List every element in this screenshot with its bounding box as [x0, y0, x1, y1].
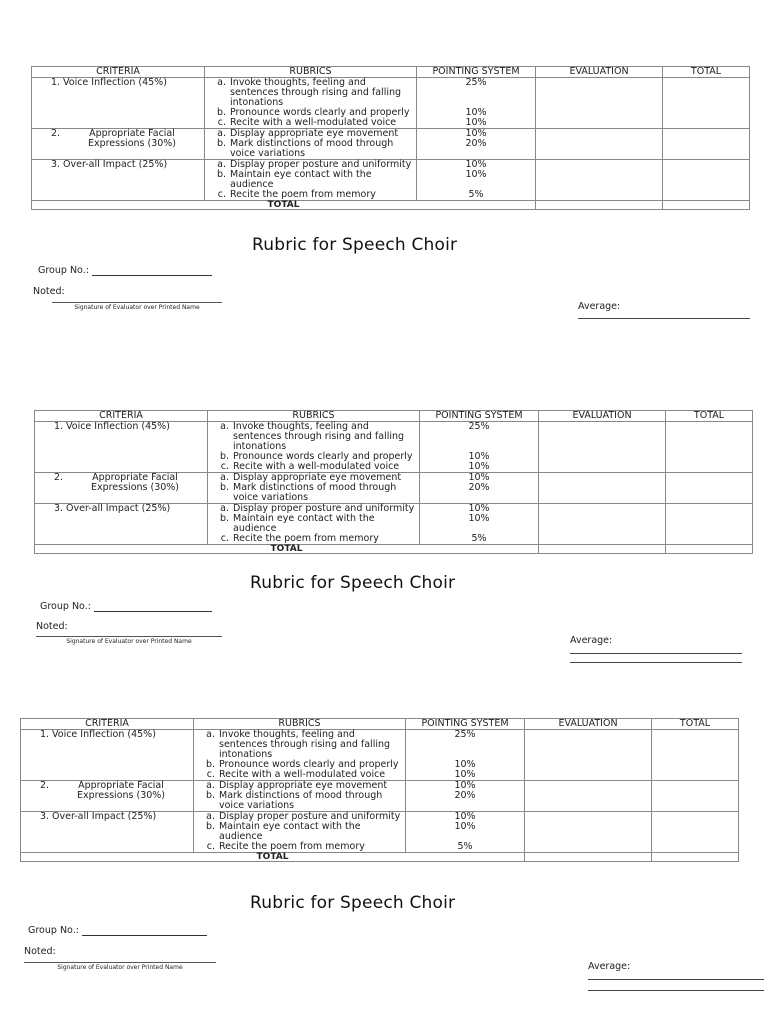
- rubric-points: 25%: [454, 729, 476, 740]
- header-row: [32, 67, 750, 78]
- rubric-text: Display appropriate eye movement: [230, 128, 399, 139]
- points-cell: [406, 781, 525, 812]
- criteria-cell: [32, 78, 205, 129]
- rubric-text: Pronounce words clearly and properly: [230, 107, 410, 118]
- rubric-text: Recite with a well-modulated voice: [233, 461, 400, 472]
- rubric-text: Mark distinctions of mood through voice variations: [230, 138, 394, 159]
- rubric-letter: c.: [217, 117, 226, 128]
- rubric-points: 10%: [454, 780, 476, 791]
- rubric-points: 10%: [454, 821, 476, 832]
- rubric-text: Recite with a well-modulated voice: [219, 769, 386, 780]
- criteria-row: [21, 781, 739, 812]
- group-no-input-line[interactable]: [82, 935, 207, 936]
- rubric-points: 5%: [457, 841, 473, 852]
- rubrics-cell: [208, 504, 420, 545]
- rubric-text: Invoke thoughts, feeling and sentences through rising and falling intonations: [233, 421, 405, 452]
- evaluation-cell[interactable]: [539, 422, 666, 473]
- rubric-item: [211, 514, 416, 534]
- criteria-cell: [32, 160, 205, 201]
- rubric-points: 10%: [468, 451, 490, 462]
- criteria-row: [32, 160, 750, 201]
- criteria-cell: [21, 812, 194, 853]
- rubric-points: 10%: [468, 513, 490, 524]
- criteria-number: 3.: [54, 503, 64, 514]
- points-cell: [420, 473, 539, 504]
- criteria-number: 1.: [54, 421, 64, 432]
- rubric-item: [211, 534, 416, 544]
- criteria-cell: [35, 422, 208, 473]
- rubric-letter: b.: [219, 513, 229, 524]
- points-cell: [420, 504, 539, 545]
- criteria-number: 2.: [40, 780, 50, 791]
- evaluation-cell[interactable]: [525, 730, 652, 781]
- rubric-text: Display proper posture and uniformity: [230, 159, 412, 170]
- rubric-letter: a.: [206, 811, 215, 822]
- criteria-label: Appropriate Facial Expressions (30%): [76, 780, 166, 801]
- total-cell[interactable]: [666, 504, 753, 545]
- rubric-item: [211, 422, 416, 452]
- evaluation-header: EVALUATION: [525, 719, 652, 730]
- rubrics-cell: [208, 473, 420, 504]
- rubric-points: 20%: [454, 790, 476, 801]
- criteria-number: 3.: [40, 811, 50, 822]
- rubric-letter: c.: [220, 533, 229, 544]
- rubric-letter: c.: [217, 189, 226, 200]
- rubric-item: [208, 118, 413, 128]
- criteria-header: CRITERIA: [35, 411, 208, 422]
- evaluation-header: EVALUATION: [536, 67, 663, 78]
- points-cell: [417, 160, 536, 201]
- criteria-row: [32, 78, 750, 129]
- total-label: TOTAL: [32, 201, 536, 210]
- rubric-text: Mark distinctions of mood through voice variations: [219, 790, 383, 811]
- criteria-cell: [32, 129, 205, 160]
- criteria-label: Voice Inflection (45%): [63, 77, 167, 88]
- rubric-letter: a.: [220, 421, 229, 432]
- rubric-table-3: [20, 718, 739, 862]
- rubric-letter: a.: [220, 503, 229, 514]
- total-sum-cell[interactable]: [666, 545, 753, 554]
- rubric-item: [208, 170, 413, 190]
- rubric-letter: b.: [219, 451, 229, 462]
- rubric-points: 10%: [465, 159, 487, 170]
- rubric-letter: b.: [216, 107, 226, 118]
- criteria-row: [35, 422, 753, 473]
- criteria-row: [21, 730, 739, 781]
- points-header: POINTING SYSTEM: [406, 719, 525, 730]
- average-line-2a[interactable]: [570, 653, 742, 654]
- criteria-header: CRITERIA: [32, 67, 205, 78]
- rubric-points: 10%: [454, 759, 476, 770]
- criteria-row: [35, 473, 753, 504]
- rubric-points: 25%: [465, 77, 487, 88]
- rubric-text: Maintain eye contact with the audience: [233, 513, 375, 534]
- noted-label-1: Noted:: [33, 286, 65, 297]
- group-no-field-1: [38, 265, 212, 276]
- rubric-text: Display appropriate eye movement: [219, 780, 388, 791]
- criteria-label: Over-all Impact (25%): [63, 159, 168, 170]
- rubric-letter: b.: [205, 790, 215, 801]
- rubric-points: 10%: [468, 503, 490, 514]
- rubric-item: [197, 842, 402, 852]
- total-cell[interactable]: [652, 812, 739, 853]
- rubric-points: 25%: [468, 421, 490, 432]
- evaluation-cell[interactable]: [525, 781, 652, 812]
- average-label-3: Average:: [588, 961, 631, 972]
- rubric-item: [211, 483, 416, 503]
- rubric-points: 20%: [465, 138, 487, 149]
- rubric-letter: b.: [205, 759, 215, 770]
- group-no-field-2: [40, 601, 212, 612]
- rubric-text: Recite the poem from memory: [219, 841, 365, 852]
- noted-label-2: Noted:: [36, 621, 68, 632]
- group-no-input-line[interactable]: [92, 275, 212, 276]
- criteria-label: Appropriate Facial Expressions (30%): [87, 128, 177, 149]
- group-no-label: Group No.:: [38, 265, 89, 276]
- noted-label-3: Noted:: [24, 946, 56, 957]
- rubric-letter: a.: [217, 128, 226, 139]
- total-cell[interactable]: [663, 129, 750, 160]
- rubrics-cell: [194, 812, 406, 853]
- signature-line-3: Signature of Evaluator over Printed Name: [24, 962, 216, 971]
- rubrics-cell: [205, 129, 417, 160]
- rubrics-header: RUBRICS: [205, 67, 417, 78]
- total-cell[interactable]: [652, 781, 739, 812]
- total-header: TOTAL: [663, 67, 750, 78]
- average-line-2b[interactable]: [570, 662, 742, 663]
- group-no-input-line[interactable]: [94, 611, 212, 612]
- header-row: [35, 411, 753, 422]
- rubric-text: Recite with a well-modulated voice: [230, 117, 397, 128]
- rubric-letter: a.: [206, 780, 215, 791]
- rubric-text: Recite the poem from memory: [230, 189, 376, 200]
- rubrics-cell: [194, 730, 406, 781]
- rubric-item: [208, 78, 413, 108]
- page-title-2: Rubric for Speech Choir: [250, 573, 456, 593]
- points-cell: [420, 422, 539, 473]
- rubric-text: Mark distinctions of mood through voice variations: [233, 482, 397, 503]
- evaluation-cell[interactable]: [539, 473, 666, 504]
- criteria-header: CRITERIA: [21, 719, 194, 730]
- rubrics-header: RUBRICS: [194, 719, 406, 730]
- rubric-points: 10%: [454, 811, 476, 822]
- rubrics-cell: [194, 781, 406, 812]
- rubric-text: Display appropriate eye movement: [233, 472, 402, 483]
- average-label-1: Average:: [578, 301, 621, 312]
- rubric-points: 10%: [465, 128, 487, 139]
- rubric-points: 10%: [465, 117, 487, 128]
- total-sum-cell[interactable]: [652, 853, 739, 862]
- group-no-field-3: [28, 925, 207, 936]
- group-no-label: Group No.:: [40, 601, 91, 612]
- rubric-points: 10%: [465, 107, 487, 118]
- total-evaluation-cell[interactable]: [539, 545, 666, 554]
- rubric-text: Display proper posture and uniformity: [219, 811, 401, 822]
- rubrics-cell: [205, 78, 417, 129]
- criteria-number: 2.: [51, 128, 61, 139]
- evaluation-cell[interactable]: [536, 78, 663, 129]
- total-label: TOTAL: [35, 545, 539, 554]
- total-header: TOTAL: [666, 411, 753, 422]
- rubric-points: 5%: [468, 189, 484, 200]
- rubric-letter: c.: [206, 841, 215, 852]
- rubric-letter: c.: [206, 769, 215, 780]
- rubric-letter: b.: [219, 482, 229, 493]
- criteria-cell: [21, 730, 194, 781]
- average-line-3a[interactable]: [588, 979, 764, 980]
- criteria-label: Appropriate Facial Expressions (30%): [90, 472, 180, 493]
- rubric-item: [197, 822, 402, 842]
- signature-line-2: Signature of Evaluator over Printed Name: [36, 636, 222, 645]
- rubric-item: [211, 462, 416, 472]
- rubrics-cell: [208, 422, 420, 473]
- rubric-letter: a.: [217, 159, 226, 170]
- criteria-number: 2.: [54, 472, 64, 483]
- points-cell: [417, 129, 536, 160]
- criteria-row: [35, 504, 753, 545]
- total-cell[interactable]: [666, 422, 753, 473]
- total-sum-cell[interactable]: [663, 201, 750, 210]
- average-line-1[interactable]: [578, 318, 750, 319]
- criteria-cell: [35, 473, 208, 504]
- total-cell[interactable]: [652, 730, 739, 781]
- rubric-points: 20%: [468, 482, 490, 493]
- total-cell[interactable]: [666, 473, 753, 504]
- rubric-text: Display proper posture and uniformity: [233, 503, 415, 514]
- evaluation-cell[interactable]: [536, 129, 663, 160]
- rubrics-cell: [205, 160, 417, 201]
- total-row: [32, 201, 750, 210]
- rubric-table-1: [31, 66, 750, 210]
- total-header: TOTAL: [652, 719, 739, 730]
- points-cell: [406, 730, 525, 781]
- rubric-text: Maintain eye contact with the audience: [230, 169, 372, 190]
- average-line-3b[interactable]: [588, 990, 764, 991]
- rubric-text: Pronounce words clearly and properly: [219, 759, 399, 770]
- criteria-label: Over-all Impact (25%): [52, 811, 157, 822]
- average-label-2: Average:: [570, 635, 613, 646]
- rubric-text: Pronounce words clearly and properly: [233, 451, 413, 462]
- total-label: TOTAL: [21, 853, 525, 862]
- rubric-table-2: [34, 410, 753, 554]
- total-row: [35, 545, 753, 554]
- criteria-number: 1.: [40, 729, 50, 740]
- rubric-letter: a.: [217, 77, 226, 88]
- criteria-cell: [21, 781, 194, 812]
- rubric-item: [197, 791, 402, 811]
- signature-line-1: Signature of Evaluator over Printed Name: [52, 302, 222, 311]
- page-title-3: Rubric for Speech Choir: [250, 893, 456, 913]
- criteria-row: [32, 129, 750, 160]
- total-cell[interactable]: [663, 160, 750, 201]
- rubric-letter: a.: [206, 729, 215, 740]
- rubric-points: 10%: [468, 472, 490, 483]
- evaluation-cell[interactable]: [525, 812, 652, 853]
- page-title-1: Rubric for Speech Choir: [252, 235, 458, 255]
- rubric-text: Maintain eye contact with the audience: [219, 821, 361, 842]
- total-cell[interactable]: [663, 78, 750, 129]
- rubric-letter: b.: [216, 169, 226, 180]
- criteria-label: Voice Inflection (45%): [52, 729, 156, 740]
- rubric-points: 10%: [454, 769, 476, 780]
- criteria-number: 1.: [51, 77, 61, 88]
- rubric-letter: b.: [216, 138, 226, 149]
- points-cell: [417, 78, 536, 129]
- rubric-item: [197, 730, 402, 760]
- points-header: POINTING SYSTEM: [420, 411, 539, 422]
- evaluation-cell[interactable]: [536, 160, 663, 201]
- criteria-number: 3.: [51, 159, 61, 170]
- total-evaluation-cell[interactable]: [536, 201, 663, 210]
- rubric-letter: a.: [220, 472, 229, 483]
- rubric-item: [197, 770, 402, 780]
- points-header: POINTING SYSTEM: [417, 67, 536, 78]
- rubric-letter: c.: [220, 461, 229, 472]
- criteria-label: Over-all Impact (25%): [66, 503, 171, 514]
- rubric-item: [208, 190, 413, 200]
- points-cell: [406, 812, 525, 853]
- rubric-item: [208, 139, 413, 159]
- rubrics-header: RUBRICS: [208, 411, 420, 422]
- criteria-label: Voice Inflection (45%): [66, 421, 170, 432]
- rubric-letter: b.: [205, 821, 215, 832]
- rubric-points: 10%: [468, 461, 490, 472]
- rubric-text: Recite the poem from memory: [233, 533, 379, 544]
- rubric-text: Invoke thoughts, feeling and sentences through rising and falling intonations: [219, 729, 391, 760]
- evaluation-cell[interactable]: [539, 504, 666, 545]
- header-row: [21, 719, 739, 730]
- criteria-cell: [35, 504, 208, 545]
- total-row: [21, 853, 739, 862]
- rubric-points: 10%: [465, 169, 487, 180]
- evaluation-header: EVALUATION: [539, 411, 666, 422]
- total-evaluation-cell[interactable]: [525, 853, 652, 862]
- criteria-row: [21, 812, 739, 853]
- group-no-label: Group No.:: [28, 925, 79, 936]
- rubric-points: 5%: [471, 533, 487, 544]
- rubric-text: Invoke thoughts, feeling and sentences through rising and falling intonations: [230, 77, 402, 108]
